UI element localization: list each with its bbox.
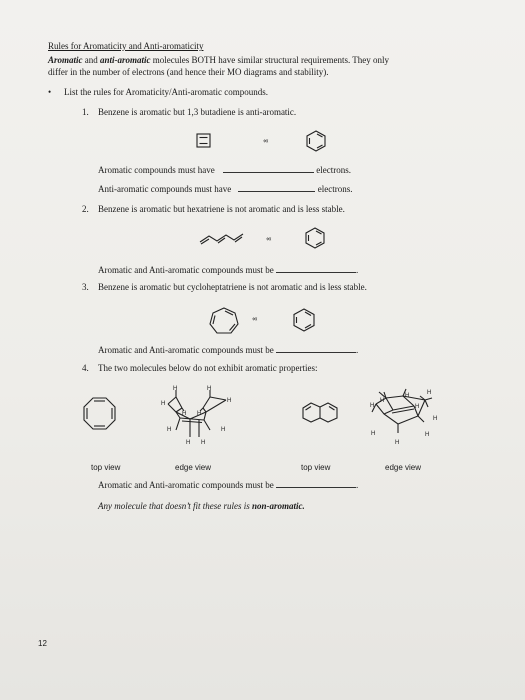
- h-label: H: [173, 386, 178, 392]
- hexatriene-structure: [200, 234, 243, 244]
- cycloheptatriene-structure: [210, 308, 238, 333]
- rule-1-blank-1: [98, 164, 351, 176]
- caption-top-view-2: top view: [301, 463, 331, 472]
- bullet-text: List the rules for Aromaticity/Anti-aromatic compounds.: [64, 87, 268, 97]
- benzene-structure-3: [294, 309, 314, 331]
- h-label: H: [395, 440, 400, 446]
- h-label: H: [380, 398, 385, 404]
- rule-4-blank: [98, 479, 358, 491]
- rule-3-number: 3.: [82, 282, 89, 292]
- h-label: H: [167, 427, 172, 433]
- answer-blank[interactable]: [223, 164, 314, 173]
- arrow-rule-2: «‹: [266, 234, 271, 243]
- blank-suffix: .: [355, 265, 359, 275]
- rule-3-text: Benzene is aromatic but cycloheptatriene is not aromatic and is less stable.: [98, 282, 367, 292]
- bicyclic-top-view: [303, 403, 337, 422]
- blank-label: Aromatic and Anti-aromatic compounds must be: [98, 265, 274, 275]
- h-label: H: [182, 411, 187, 417]
- cyclooctatetraene-top-view: [84, 398, 115, 429]
- h-label: H: [197, 411, 202, 417]
- rule-4-number: 4.: [82, 363, 89, 373]
- h-label: H: [415, 404, 420, 410]
- answer-blank[interactable]: [276, 479, 359, 490]
- h-label: H: [227, 398, 232, 404]
- footer-note-emphasis: non-aromatic.: [251, 501, 305, 511]
- answer-blank[interactable]: [238, 183, 315, 192]
- intro-line-1-rest: molecules BOTH have similar structural requirements. They only: [152, 55, 390, 65]
- h-label: H: [433, 416, 438, 422]
- h-label: H: [425, 432, 430, 438]
- h-label: H: [370, 403, 375, 409]
- bicyclic-edge-view: [372, 389, 432, 433]
- answer-blank[interactable]: [276, 264, 359, 275]
- footer-note-prefix: Any molecule that doesn’t fit these rules is: [98, 501, 250, 511]
- bullet-marker: •: [48, 87, 52, 97]
- rule-1-number: 1.: [82, 107, 89, 117]
- h-label: H: [201, 440, 206, 446]
- blank-label: Aromatic compounds must have: [98, 165, 215, 175]
- caption-edge-view-2: edge view: [385, 463, 422, 472]
- h-label: H: [207, 386, 212, 392]
- h-label: H: [161, 401, 166, 407]
- rule-4-text: The two molecules below do not exhibit aromatic properties:: [98, 363, 318, 373]
- h-label: H: [405, 393, 410, 399]
- intro-and: and: [84, 55, 98, 65]
- benzene-structure-2: [306, 228, 324, 248]
- caption-edge-view-1: edge view: [175, 463, 212, 472]
- footer-note: [98, 501, 305, 512]
- page-number: 12: [38, 639, 47, 648]
- term-anti-aromatic: anti-aromatic: [100, 55, 151, 65]
- page-title: Rules for Aromaticity and Anti-aromaticity: [48, 41, 204, 51]
- rule-3-blank: [98, 344, 358, 356]
- blank-label: Anti-aromatic compounds must have: [98, 184, 232, 194]
- rule-2-number: 2.: [82, 204, 89, 214]
- caption-top-view-1: top view: [91, 463, 121, 472]
- blank-suffix: electrons.: [316, 165, 351, 175]
- term-aromatic: Aromatic: [48, 55, 83, 65]
- h-label: H: [221, 427, 226, 433]
- blank-suffix: .: [355, 345, 359, 355]
- h-label: H: [186, 440, 191, 446]
- rule-1-blank-2: [98, 183, 352, 195]
- h-label: H: [371, 431, 376, 437]
- h-label: H: [427, 390, 432, 396]
- blank-label: Aromatic and Anti-aromatic compounds must be: [98, 480, 274, 490]
- rule-2-blank: [98, 264, 358, 276]
- arrow-rule-3: «‹: [252, 314, 257, 323]
- answer-blank[interactable]: [276, 344, 359, 355]
- rule-2-text: Benzene is aromatic but hexatriene is not aromatic and is less stable.: [98, 204, 345, 214]
- blank-suffix: electrons.: [317, 184, 353, 194]
- rule-1-text: Benzene is aromatic but 1,3 butadiene is anti-aromatic.: [98, 107, 297, 117]
- cyclobutadiene-structure: [197, 134, 210, 147]
- arrow-rule-1: «‹: [263, 136, 268, 145]
- intro-line-2: differ in the number of electrons (and hence their MO diagrams and stability).: [48, 67, 329, 77]
- blank-label: Aromatic and Anti-aromatic compounds must be: [98, 345, 274, 355]
- benzene-structure-1: [307, 131, 325, 151]
- blank-suffix: .: [355, 480, 359, 490]
